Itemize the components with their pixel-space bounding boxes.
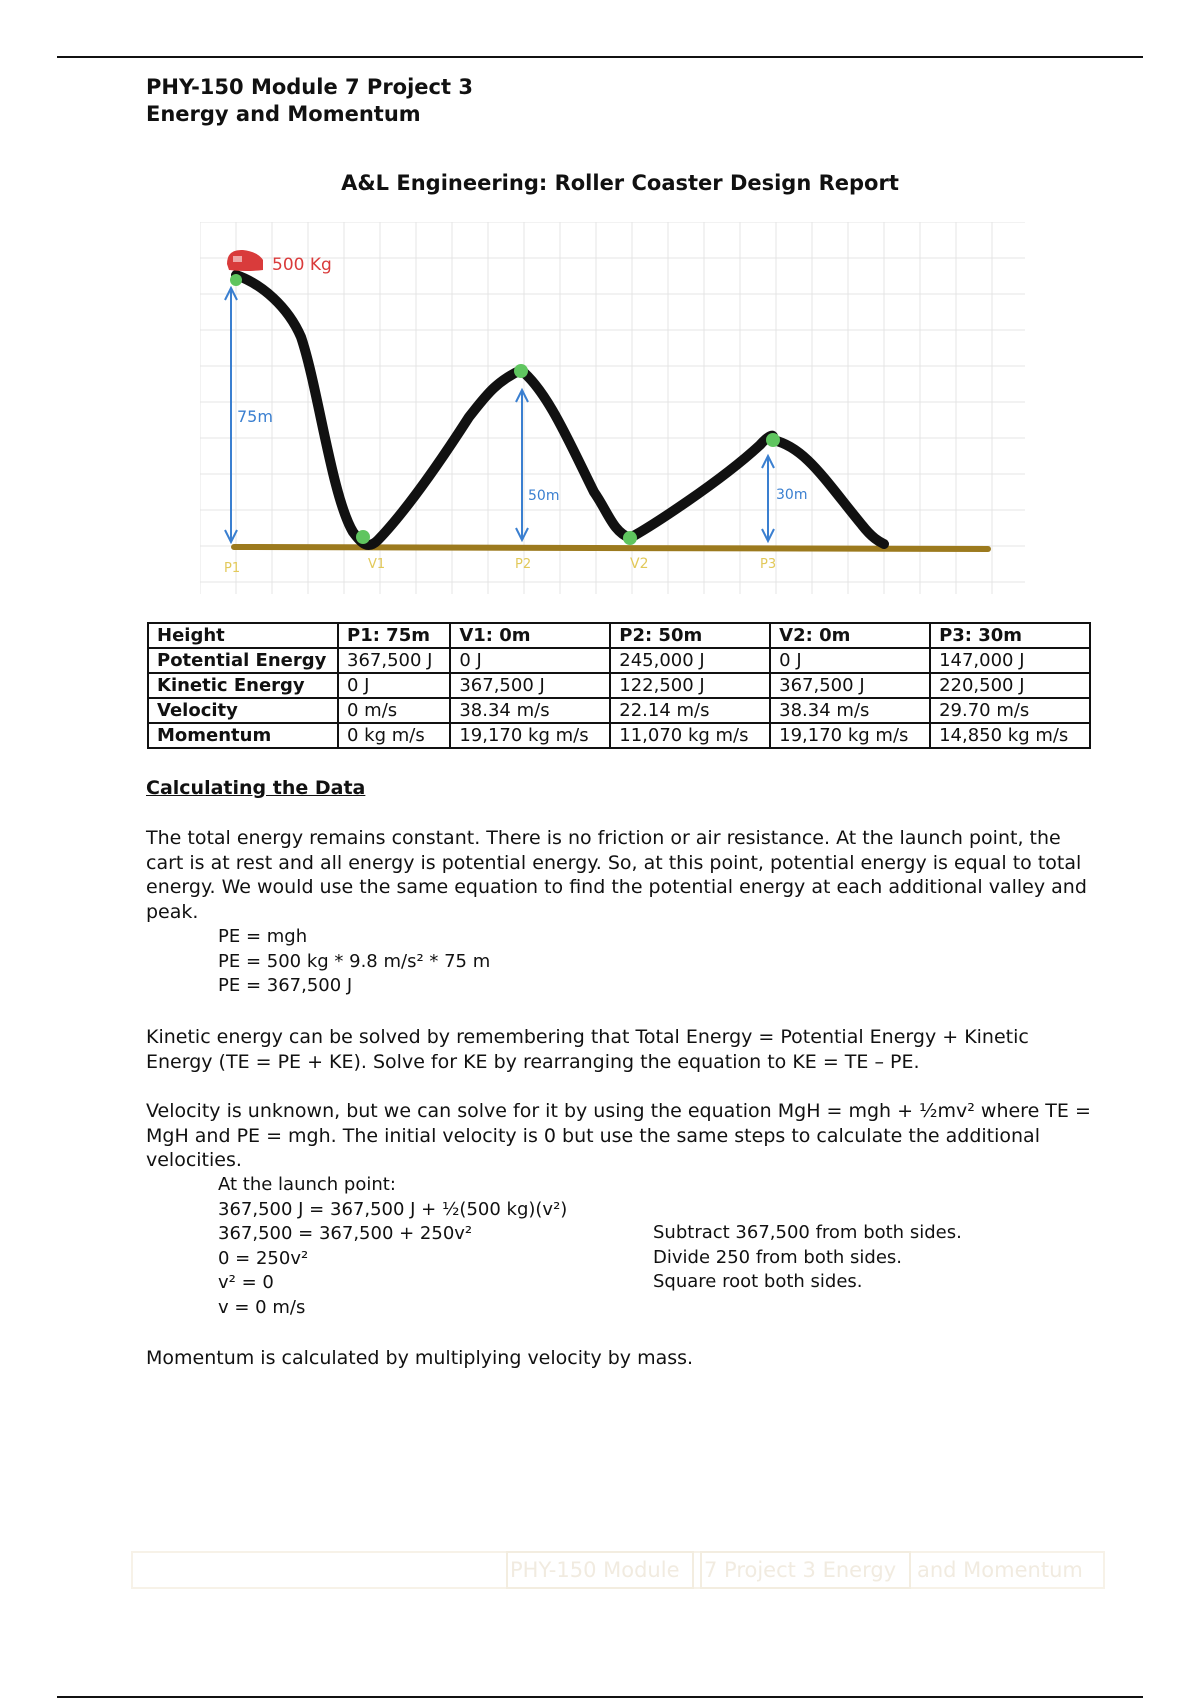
row-label: Kinetic Energy xyxy=(148,673,338,698)
step-line: Divide 250 from both sides. xyxy=(653,1246,903,1268)
header-cell: Height xyxy=(148,623,338,648)
ground-line xyxy=(234,547,988,549)
equation-line: PE = mgh xyxy=(218,926,308,947)
table-cell: 0 J xyxy=(770,648,930,673)
row-label: Momentum xyxy=(148,723,338,748)
height-arrow-p2 xyxy=(516,390,528,540)
table-cell: 22.14 m/s xyxy=(610,698,770,723)
mass-label: 500 Kg xyxy=(272,255,332,275)
paragraph-momentum: Momentum is calculated by multiplying velocity by mass. xyxy=(146,1347,694,1369)
point-label-p3: P3 xyxy=(760,557,777,572)
table-cell: 147,000 J xyxy=(930,648,1090,673)
table-row xyxy=(148,673,1090,698)
point-v2-dot xyxy=(623,531,637,545)
paragraph-velocity: Velocity is unknown, but we can solve for it by using the equation MgH = mgh + ½mv² where TE = MgH and PE = mgh. The initial velocity is 0 but use the same steps to calculate the additional velocities. xyxy=(146,1100,1091,1171)
equation-line: v = 0 m/s xyxy=(218,1296,306,1318)
table-cell: 0 J xyxy=(338,673,450,698)
header-cell: V2: 0m xyxy=(770,623,930,648)
height-arrow-p3 xyxy=(762,456,774,541)
table-row xyxy=(148,648,1090,673)
roller-coaster-diagram xyxy=(200,222,1025,594)
height-label-p3: 30m xyxy=(776,487,808,503)
table-cell: 29.70 m/s xyxy=(930,698,1090,723)
paragraph-kinetic-energy: Kinetic energy can be solved by remembering that Total Energy = Potential Energy + Kinetic Energy (TE = PE + KE). Solve for KE by rearranging the equation to KE = TE – PE. xyxy=(146,1026,1029,1073)
point-label-v2: V2 xyxy=(630,556,649,572)
height-label-p1: 75m xyxy=(237,407,273,426)
row-label: Velocity xyxy=(148,698,338,723)
height-label-p2: 50m xyxy=(528,488,560,504)
header-cell: P3: 30m xyxy=(930,623,1090,648)
paragraph-total-energy: The total energy remains constant. There is no friction or air resistance. At the launch point, the cart is at rest and all energy is potential energy. So, at this point, potential energy is equal to total energy. We would use the same equation to find the potential energy at each additional valley and peak. xyxy=(146,827,1087,923)
equation-line: 367,500 = 367,500 + 250v² xyxy=(218,1223,473,1244)
point-p3-dot xyxy=(766,433,780,447)
header-cell: P2: 50m xyxy=(610,623,770,648)
table-cell: 38.34 m/s xyxy=(450,698,610,723)
watermark-text-3: and Momentum xyxy=(917,1558,1083,1582)
table-cell: 245,000 J xyxy=(610,648,770,673)
table-cell: 0 kg m/s xyxy=(338,723,450,748)
point-p1-dot xyxy=(230,274,242,286)
report-title: A&L Engineering: Roller Coaster Design Report xyxy=(341,171,899,195)
section-title: Calculating the Data xyxy=(146,777,366,799)
step-line: Subtract 367,500 from both sides. xyxy=(653,1222,962,1243)
table-cell: 0 m/s xyxy=(338,698,450,723)
table-cell: 220,500 J xyxy=(930,673,1090,698)
project-subtitle: Energy and Momentum xyxy=(146,102,421,126)
table-cell: 367,500 J xyxy=(338,648,450,673)
pe-equations xyxy=(218,925,490,999)
table-cell: 38.34 m/s xyxy=(770,698,930,723)
launch-equations xyxy=(218,1173,567,1320)
height-arrow-p1 xyxy=(225,288,237,542)
step-line: Square root both sides. xyxy=(653,1271,863,1292)
course-title: PHY-150 Module 7 Project 3 xyxy=(146,75,473,99)
document-header xyxy=(146,74,473,128)
watermark-text-2: 7 Project 3 Energy xyxy=(700,1551,911,1589)
table-cell: 367,500 J xyxy=(770,673,930,698)
table-cell: 14,850 kg m/s xyxy=(930,723,1090,748)
table-cell: 0 J xyxy=(450,648,610,673)
table-cell: 367,500 J xyxy=(450,673,610,698)
point-v1-dot xyxy=(356,530,370,544)
table-cell: 19,170 kg m/s xyxy=(770,723,930,748)
row-label: Potential Energy xyxy=(148,648,338,673)
header-cell: V1: 0m xyxy=(450,623,610,648)
energy-table xyxy=(147,622,1091,749)
header-cell: P1: 75m xyxy=(338,623,450,648)
launch-intro: At the launch point: xyxy=(218,1174,396,1195)
solution-steps xyxy=(653,1221,962,1295)
table-row xyxy=(148,723,1090,748)
cart-icon xyxy=(227,250,263,271)
point-label-p1: P1 xyxy=(224,561,241,576)
table-cell: 19,170 kg m/s xyxy=(450,723,610,748)
equation-line: v² = 0 xyxy=(218,1272,274,1293)
equation-line: PE = 367,500 J xyxy=(218,975,353,996)
equation-line: PE = 500 kg * 9.8 m/s² * 75 m xyxy=(218,950,491,972)
bottom-rule xyxy=(57,1696,1143,1698)
table-header-row xyxy=(148,623,1090,648)
table-cell: 11,070 kg m/s xyxy=(610,723,770,748)
point-label-p2: P2 xyxy=(515,557,532,572)
point-p2-dot xyxy=(514,364,528,378)
table-row xyxy=(148,698,1090,723)
watermark-text-1: PHY-150 Module xyxy=(506,1551,694,1589)
table-cell: 122,500 J xyxy=(610,673,770,698)
equation-line: 367,500 J = 367,500 J + ½(500 kg)(v²) xyxy=(218,1198,568,1220)
top-rule xyxy=(57,56,1143,58)
equation-line: 0 = 250v² xyxy=(218,1247,309,1269)
point-label-v1: V1 xyxy=(368,557,386,572)
